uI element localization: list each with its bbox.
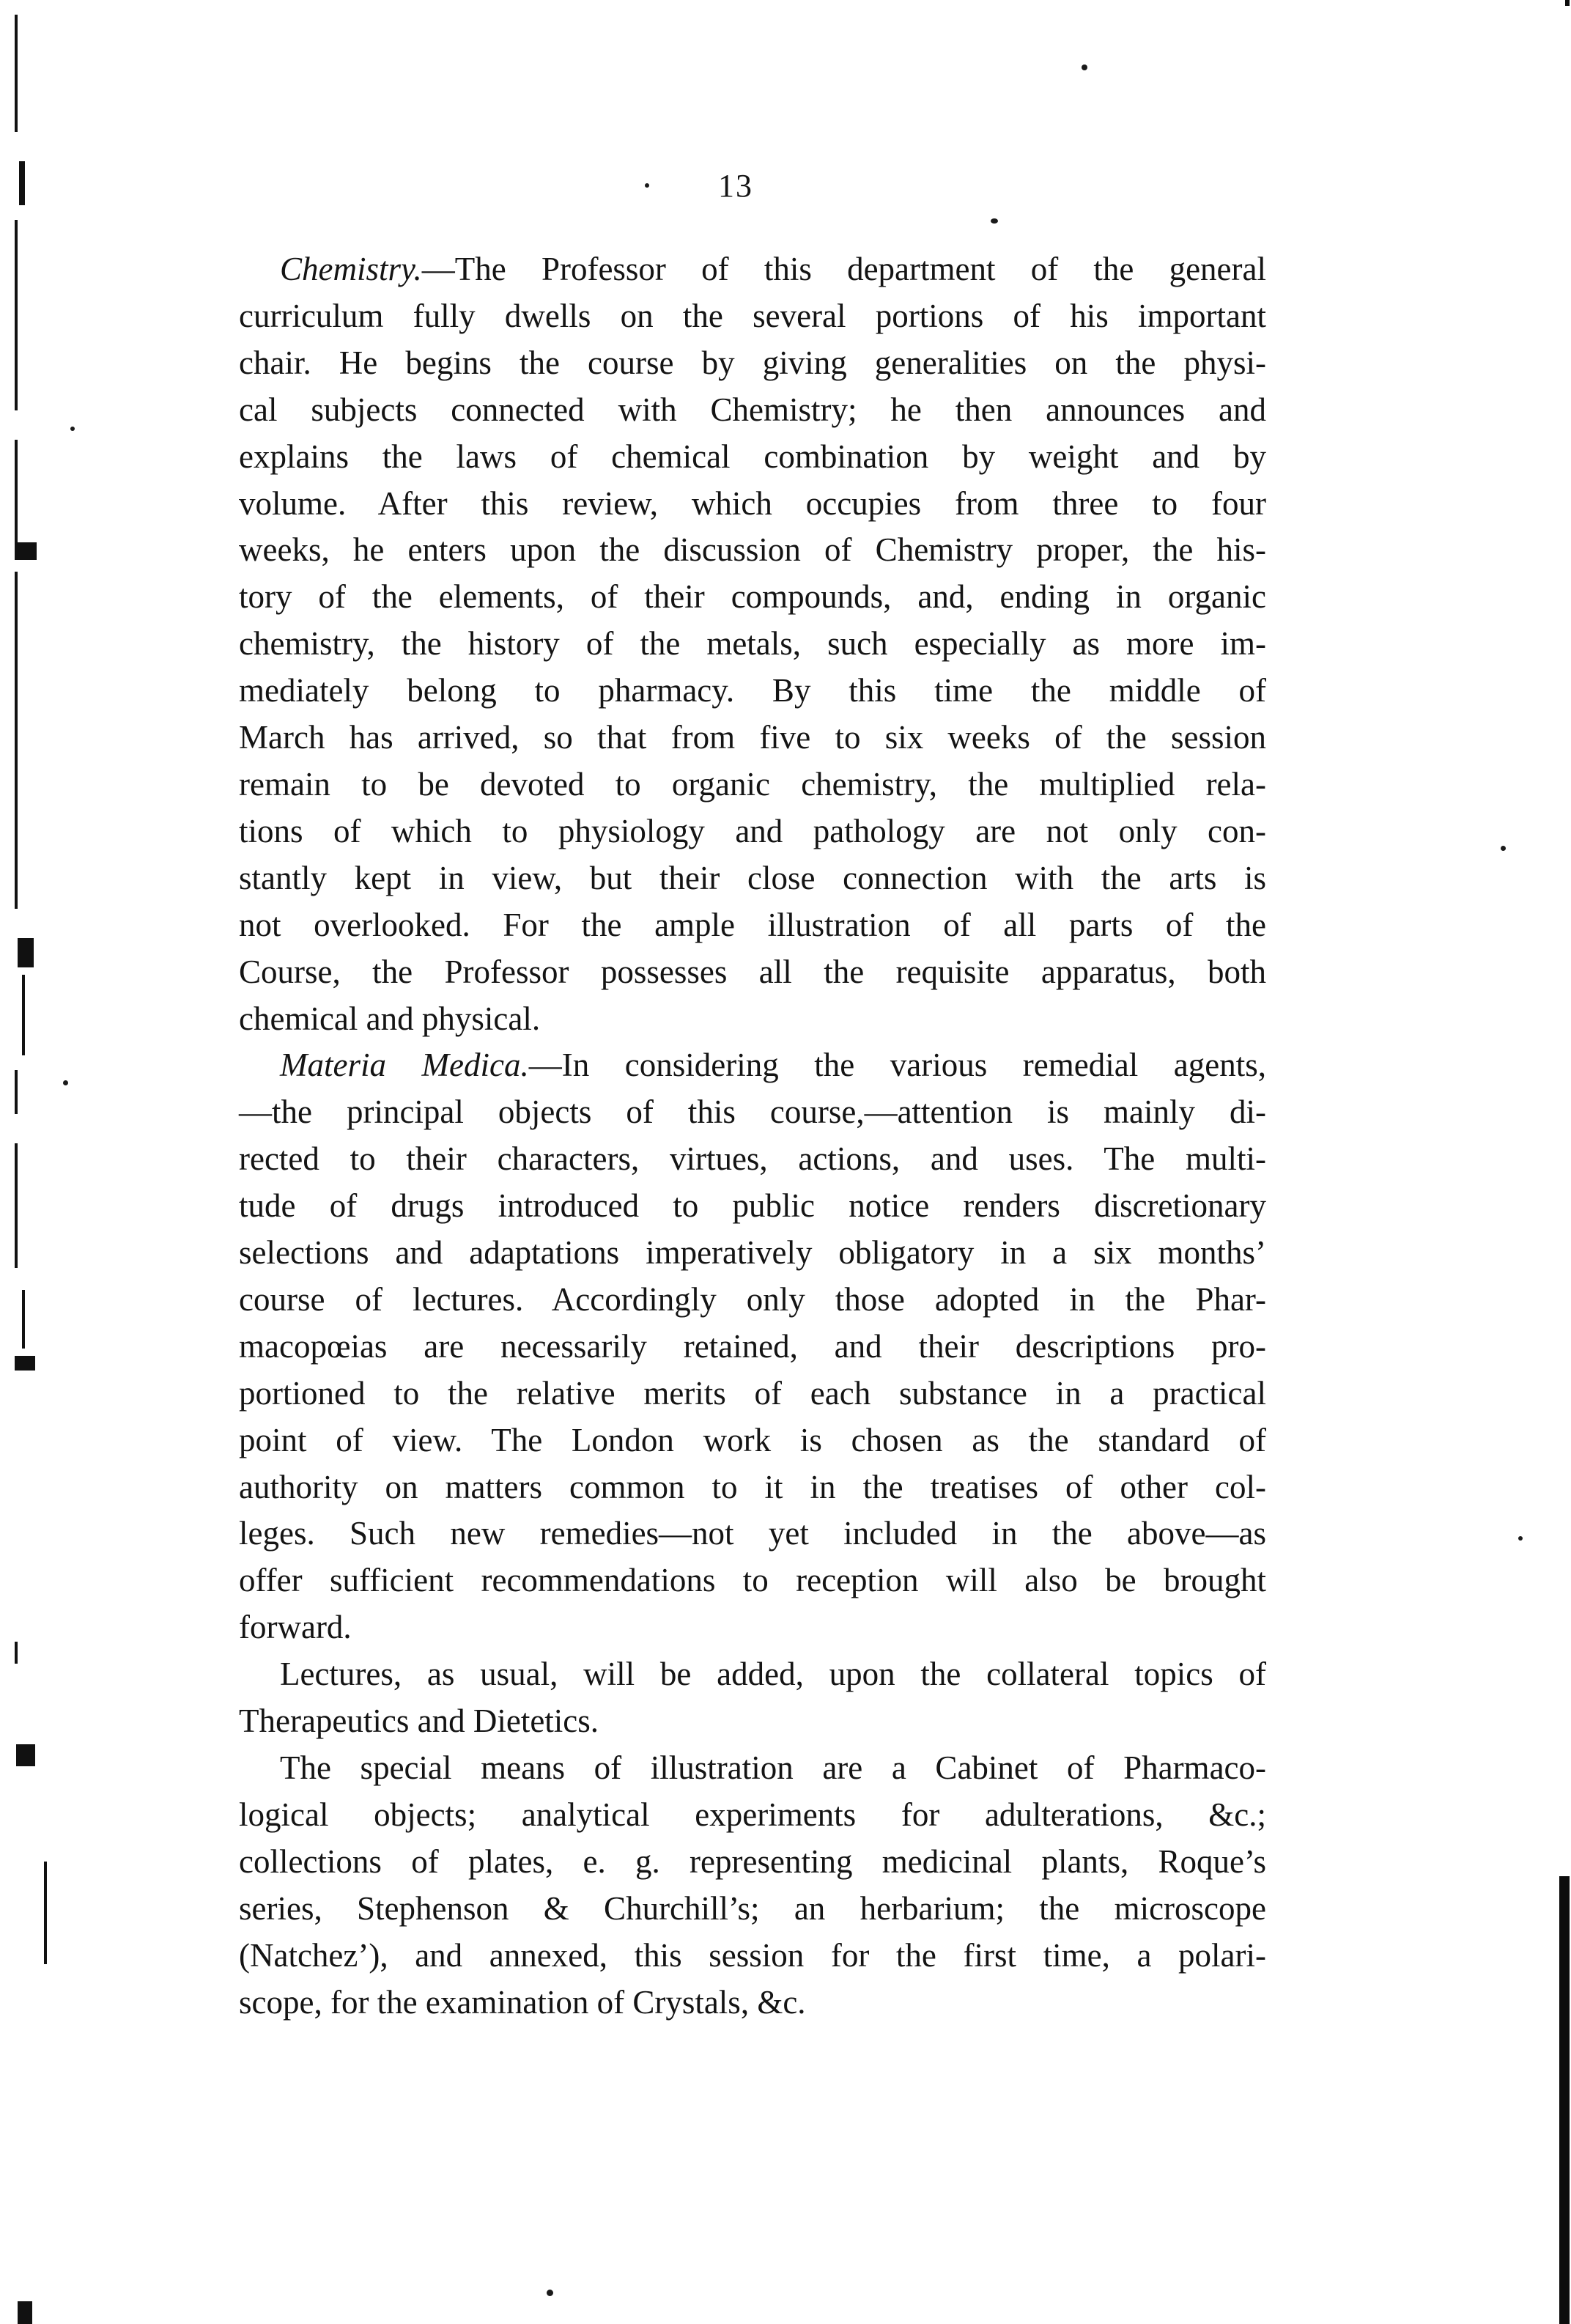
body-text xyxy=(239,246,1266,2026)
left-binding-edge xyxy=(15,0,19,2324)
paragraph-illustration xyxy=(239,1745,1266,2026)
text-line: Therapeutics and Dietetics. xyxy=(239,1703,599,1740)
text-line: (Natchez’), and annexed, this session for the first time, a polari- xyxy=(239,1936,1266,1974)
text-line: cal subjects connected with Chemistry; he then announces and xyxy=(239,391,1266,428)
text-line: not overlooked. For the ample illustration of all parts of the xyxy=(239,906,1266,943)
text-line: macopœias are necessarily retained, and their descriptions pro- xyxy=(239,1327,1266,1365)
text-line: weeks, he enters upon the discussion of Chemistry proper, the his- xyxy=(239,531,1266,569)
text-line: volume. After this review, which occupies from three to four xyxy=(239,484,1266,522)
page-number: 13 xyxy=(718,168,753,204)
text-line: selections and adaptations imperatively obligatory in a six months’ xyxy=(239,1234,1266,1272)
paragraph-chemistry xyxy=(239,246,1266,1042)
text-line: chemistry, the history of the metals, such especially as more im- xyxy=(239,625,1266,663)
text-line: portioned to the relative merits of each substance in a practical xyxy=(239,1374,1266,1412)
text-line: remain to be devoted to organic chemistry, the multiplied rela- xyxy=(239,765,1266,803)
text-line: —the principal objects of this course,—attention is mainly di- xyxy=(239,1093,1266,1131)
text-line: Course, the Professor possesses all the requisite apparatus, both xyxy=(239,953,1266,990)
text-line: tude of drugs introduced to public notice renders discretionary xyxy=(239,1187,1266,1225)
right-page-edge xyxy=(1527,0,1571,2324)
text-line: Materia Medica.—In considering the various remedial agents, xyxy=(280,1047,1266,1084)
text-line: authority on matters common to it in the treatises of other col- xyxy=(239,1468,1266,1505)
text-line: collections of plates, e. g. representing medicinal plants, Roque’s xyxy=(239,1842,1266,1880)
speck xyxy=(991,218,998,224)
text-line: tions of which to physiology and pathology are not only con- xyxy=(239,812,1266,849)
text-line: chair. He begins the course by giving generalities on the physi- xyxy=(239,344,1266,381)
speck xyxy=(547,2290,553,2296)
text-line: curriculum fully dwells on the several portions of his important xyxy=(239,297,1266,334)
text-line: stantly kept in view, but their close connection with the arts is xyxy=(239,859,1266,896)
paragraph-materia-medica xyxy=(239,1042,1266,1651)
text-line: Lectures, as usual, will be added, upon the collateral topics of xyxy=(280,1656,1266,1693)
text-line: The special means of illustration are a Cabinet of Pharmaco- xyxy=(280,1749,1266,1786)
text-line: point of view. The London work is chosen as the standard of xyxy=(239,1421,1266,1458)
text-line: chemical and physical. xyxy=(239,1000,541,1037)
speck xyxy=(1518,1536,1523,1541)
text-line: logical objects; analytical experiments for adulterations, &c.; xyxy=(239,1796,1266,1833)
text-line: rected to their characters, virtues, actions, and uses. The multi- xyxy=(239,1140,1266,1178)
text-line: series, Stephenson & Churchill’s; an herbarium; the microscope xyxy=(239,1889,1266,1927)
text-line: scope, for the examination of Crystals, &c. xyxy=(239,1983,806,2021)
text-line: March has arrived, so that from five to six weeks of the session xyxy=(239,719,1266,756)
speck xyxy=(645,183,649,188)
speck xyxy=(63,1080,68,1085)
section-heading-chemistry: Chemistry. xyxy=(280,251,422,287)
paragraph-lectures xyxy=(239,1651,1266,1745)
text-line: forward. xyxy=(239,1609,352,1646)
text-line: mediately belong to pharmacy. By this time the middle of xyxy=(239,672,1266,709)
speck xyxy=(70,427,75,431)
text-line: tory of the elements, of their compounds, and, ending in organic xyxy=(239,578,1266,616)
text-line: explains the laws of chemical combination by weight and by xyxy=(239,438,1266,475)
text-line: Chemistry.—The Professor of this department of the general xyxy=(280,251,1266,287)
text-line: offer sufficient recommendations to reception will also be brought xyxy=(239,1562,1266,1599)
speck xyxy=(1082,64,1087,70)
text-line: course of lectures. Accordingly only those adopted in the Phar- xyxy=(239,1280,1266,1318)
speck xyxy=(1501,846,1506,851)
section-heading-materia-medica: Materia Medica. xyxy=(280,1047,529,1084)
text-line: leges. Such new remedies—not yet included in the above—as xyxy=(239,1515,1266,1552)
